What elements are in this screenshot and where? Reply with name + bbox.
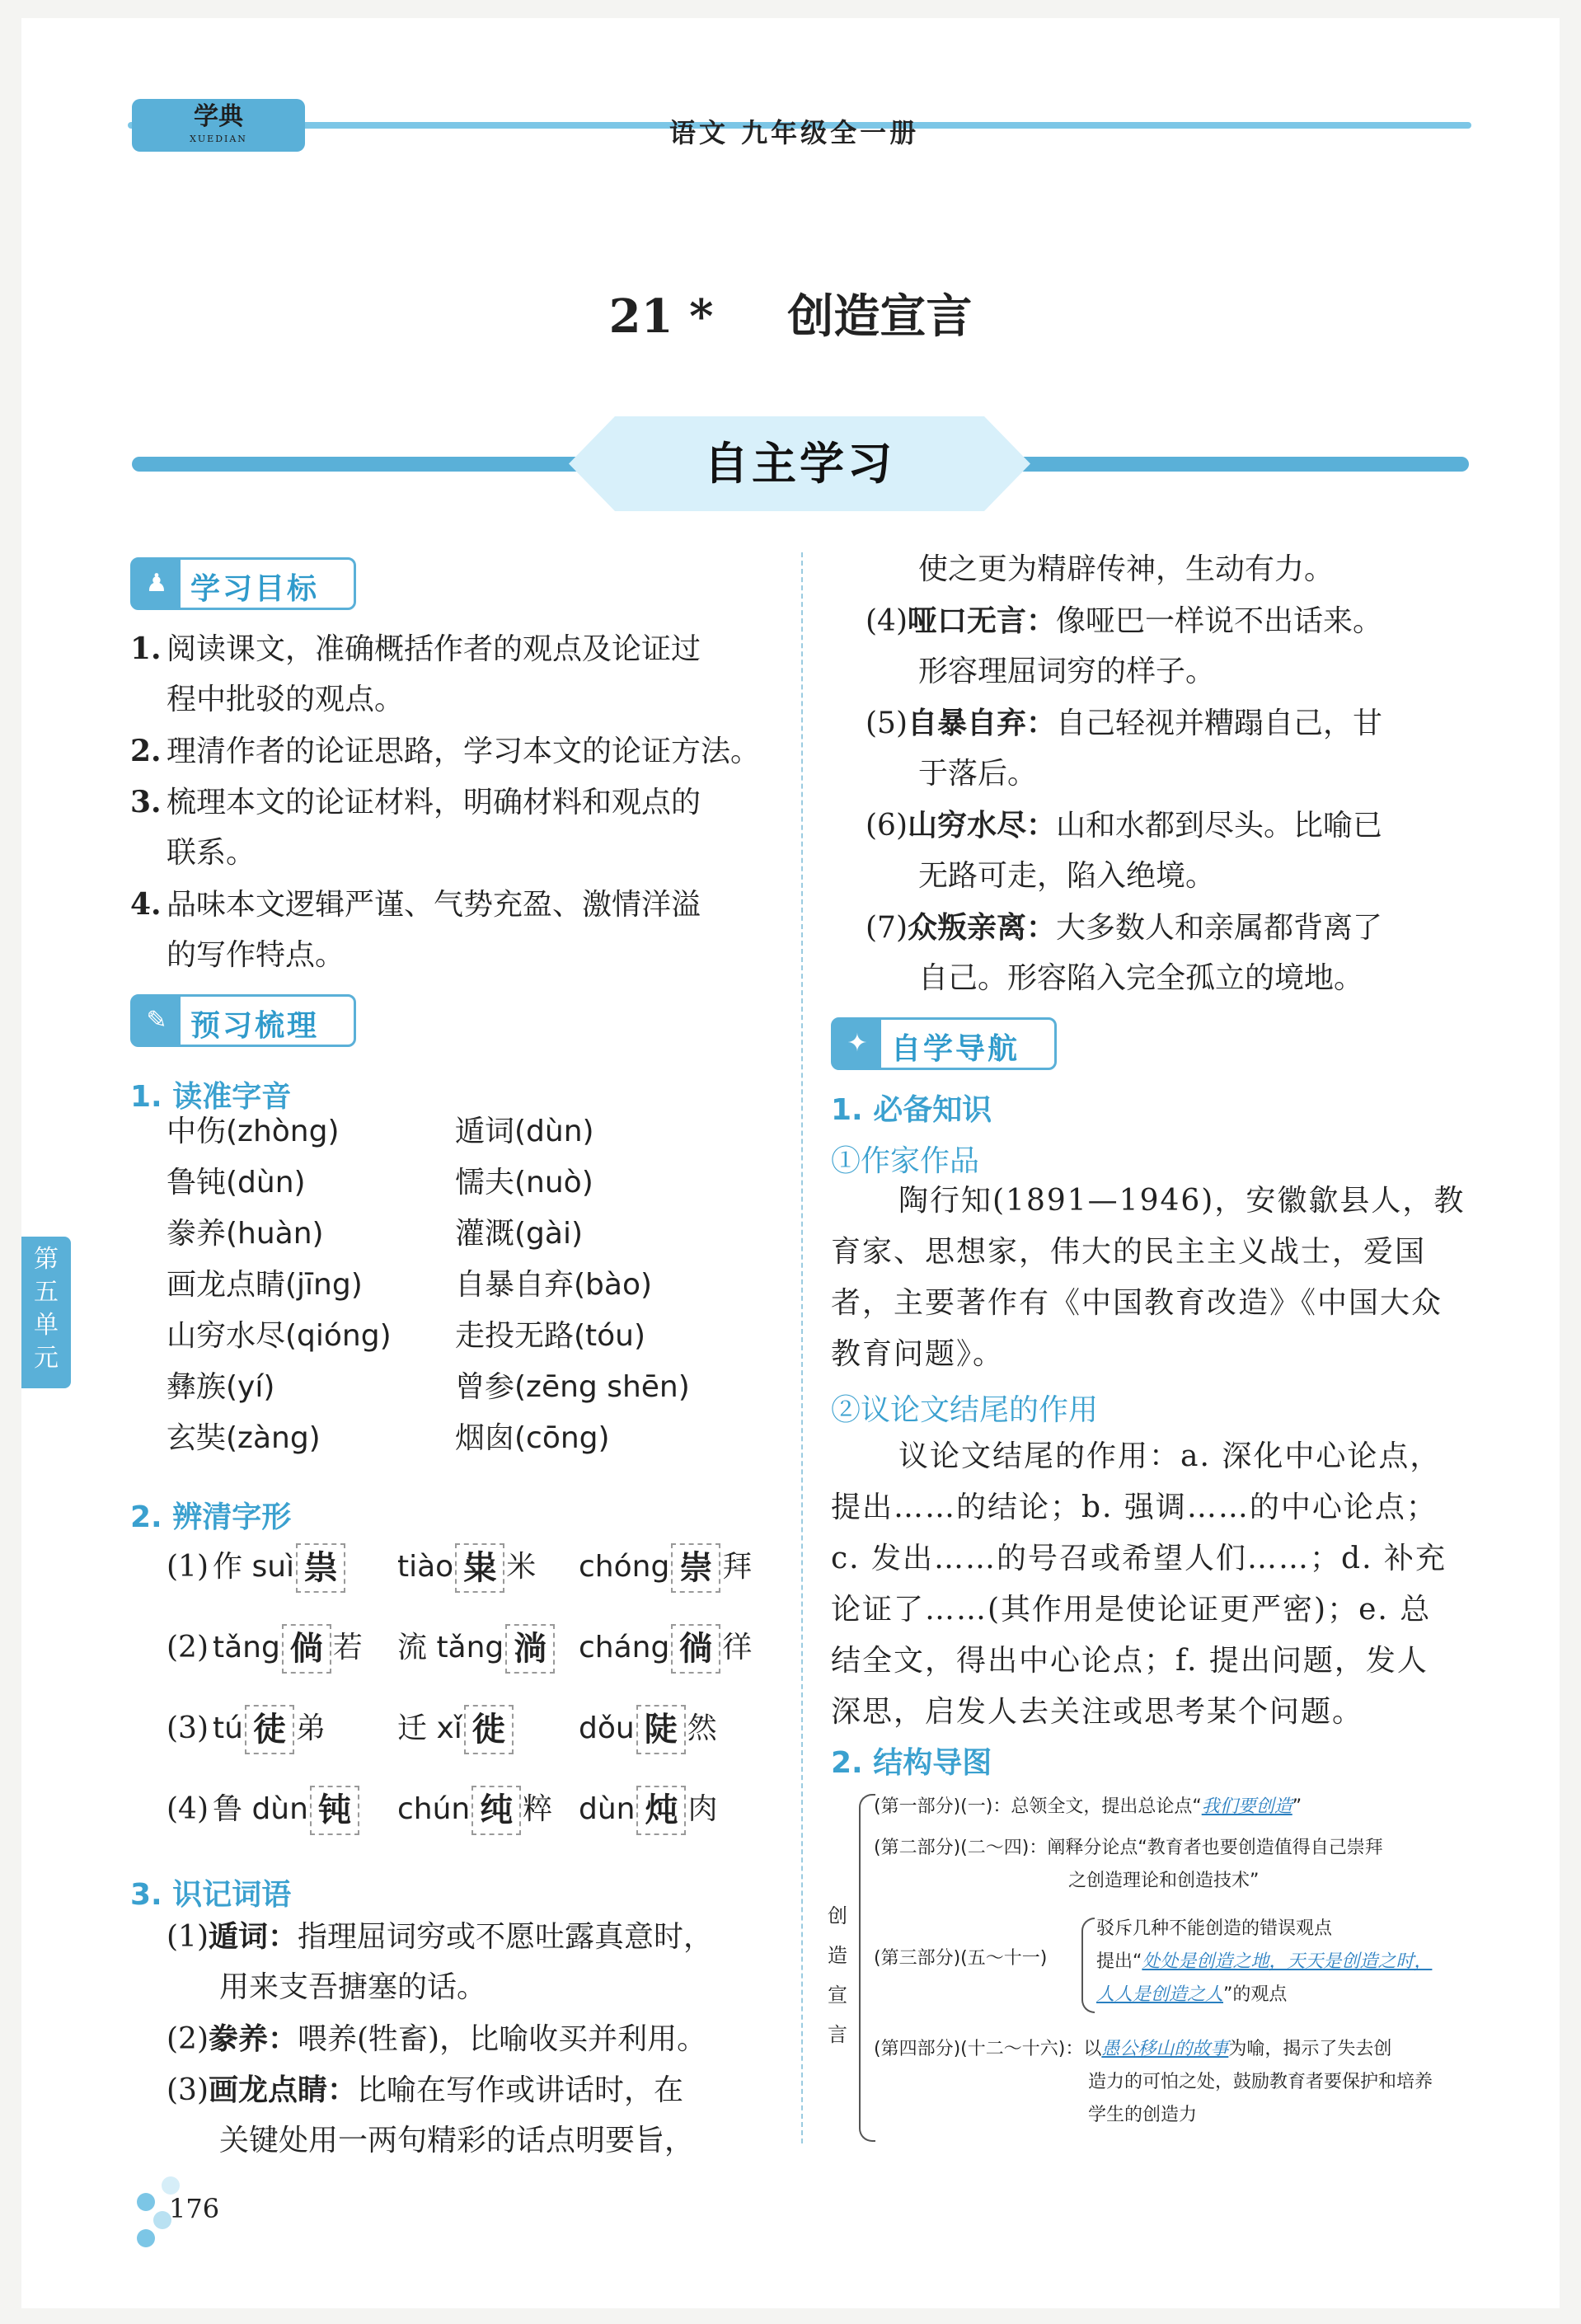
vocabulary-heading: 3. 识记词语 bbox=[130, 1878, 292, 1912]
pronunciation-item: 走投无路(tóu) bbox=[455, 1319, 646, 1353]
column-divider bbox=[801, 552, 803, 2143]
side-tab-char: 元 bbox=[34, 1344, 59, 1373]
part-3-brace bbox=[1081, 1918, 1095, 2013]
goal-text: 程中批驳的观点。 bbox=[167, 683, 405, 716]
shape-prefix: tú bbox=[213, 1711, 243, 1745]
pronunciation-item: 中伤(zhòng) bbox=[167, 1115, 340, 1148]
side-tab-char: 第 bbox=[34, 1245, 59, 1274]
vocabulary-line bbox=[918, 851, 1215, 902]
pronunciation-item: 玄奘(zàng) bbox=[167, 1421, 321, 1455]
goal-text: 理清作者的论证思路，学习本文的论证方法。 bbox=[167, 735, 761, 768]
shape-character: 淌 bbox=[505, 1624, 555, 1674]
part-3-line: 驳斥几种不能创造的错误观点 bbox=[1096, 1918, 1333, 1939]
shape-prefix: 迁 xǐ bbox=[397, 1711, 462, 1745]
part-4-text: 为喻，揭示了失去创 bbox=[1228, 2039, 1392, 2059]
paragraph-line: 提出……的结论；b. 强调……的中心论点； bbox=[831, 1491, 1438, 1524]
part-3-answer: 人人是创造之人 bbox=[1096, 1984, 1224, 2005]
structure-root bbox=[828, 1896, 852, 2054]
shape-character: 徜 bbox=[671, 1624, 720, 1674]
vocabulary-line bbox=[866, 595, 1382, 647]
vocabulary-line bbox=[167, 2013, 706, 2065]
shape-item bbox=[213, 1622, 363, 1674]
part-3 bbox=[1096, 1913, 1432, 2012]
logo-subtext: XUEDIAN bbox=[190, 134, 247, 144]
vocabulary-line bbox=[918, 544, 1334, 595]
vocabulary-term: 哑口无言： bbox=[908, 603, 1057, 638]
part-1-text-end: ” bbox=[1292, 1796, 1302, 1817]
part-1-text: (第一部分)(一)：总领全文，提出总论点“ bbox=[874, 1796, 1202, 1817]
part-2-line: 之创造理论和创造技术” bbox=[1068, 1871, 1260, 1891]
shape-label: (4) bbox=[167, 1792, 209, 1826]
pronunciation-item: 曾参(zēng shēn) bbox=[455, 1370, 690, 1404]
root-char: 言 bbox=[828, 2023, 847, 2046]
vocabulary-definition: 自己轻视并糟蹋自己，甘 bbox=[1056, 707, 1383, 740]
paragraph-line: 结全文，得出中心论点；f. 提出问题，发人 bbox=[831, 1644, 1429, 1678]
pronunciation-item: 彝族(yí) bbox=[167, 1370, 275, 1404]
shape-suffix: 若 bbox=[332, 1631, 363, 1664]
shape-suffix: 米 bbox=[506, 1550, 537, 1584]
goal-line bbox=[167, 828, 256, 879]
goals-tag bbox=[130, 557, 356, 610]
shape-prefix: dǒu bbox=[579, 1711, 635, 1745]
paragraph-line: 者，主要著作有《中国教育改造》《中国大众 bbox=[831, 1286, 1443, 1320]
goal-text: 品味本文逻辑严谨、气势充盈、激情洋溢 bbox=[167, 888, 701, 922]
vocabulary-line bbox=[918, 953, 1363, 1004]
shape-item bbox=[397, 1542, 536, 1593]
vocabulary-line bbox=[167, 2064, 683, 2116]
goal-number: 3. bbox=[130, 785, 162, 819]
part-1 bbox=[874, 1791, 1302, 1824]
shape-label: (2) bbox=[167, 1631, 209, 1664]
vocabulary-number: (5) bbox=[866, 707, 908, 740]
goal-text: 的写作特点。 bbox=[167, 938, 345, 972]
vocabulary-definition: 于落后。 bbox=[918, 757, 1038, 791]
vocabulary-line bbox=[866, 697, 1382, 749]
part-3-line bbox=[1096, 1946, 1432, 1979]
root-char: 造 bbox=[828, 1944, 847, 1967]
pronunciation-item: 豢养(huàn) bbox=[167, 1217, 324, 1251]
shape-character: 徙 bbox=[464, 1705, 514, 1754]
character-shape-heading: 2. 辨清字形 bbox=[130, 1500, 292, 1534]
part-4-answer: 愚公移山的故事 bbox=[1101, 2039, 1229, 2059]
shape-suffix: 弟 bbox=[295, 1711, 326, 1745]
goal-line bbox=[130, 777, 701, 829]
preview-tag-label: 预习梳理 bbox=[190, 1009, 320, 1043]
shape-suffix: 徉 bbox=[722, 1631, 753, 1664]
shape-item bbox=[579, 1542, 752, 1593]
vocabulary-definition: 指理屈词穷或不愿吐露真意时， bbox=[298, 1920, 714, 1954]
goal-text: 梳理本文的论证材料，明确材料和观点的 bbox=[167, 786, 701, 819]
root-char: 创 bbox=[828, 1904, 847, 1927]
lesson-title bbox=[0, 280, 1581, 346]
shape-character: 崇 bbox=[671, 1543, 720, 1593]
vocabulary-term: 画龙点睛： bbox=[209, 2073, 358, 2107]
vocabulary-line bbox=[167, 1911, 713, 1963]
shape-label: (3) bbox=[167, 1711, 209, 1745]
shape-character: 纯 bbox=[471, 1786, 521, 1835]
goal-line bbox=[130, 725, 760, 777]
shape-label: (1) bbox=[167, 1550, 209, 1584]
goal-line bbox=[167, 674, 404, 725]
goal-line bbox=[130, 623, 701, 675]
shape-item bbox=[213, 1703, 326, 1754]
vocabulary-term: 众叛亲离： bbox=[908, 910, 1057, 945]
knowledge-heading: 1. 必备知识 bbox=[831, 1093, 992, 1127]
vocabulary-number: (2) bbox=[167, 2022, 209, 2056]
vocabulary-number: (7) bbox=[866, 911, 908, 945]
vocabulary-definition: 使之更为精辟传神，生动有力。 bbox=[918, 552, 1335, 586]
pronunciation-item: 遁词(dùn) bbox=[455, 1115, 594, 1148]
vocabulary-definition: 大多数人和亲属都背离了 bbox=[1056, 911, 1383, 945]
shape-item bbox=[579, 1784, 718, 1835]
shape-suffix: 粹 bbox=[523, 1792, 553, 1826]
vocabulary-line bbox=[219, 2115, 694, 2167]
part-3-answer: 处处是创造之地，天天是创造之时， bbox=[1142, 1951, 1433, 1972]
lesson-number: 21 * bbox=[608, 289, 714, 344]
vocabulary-definition: 用来支吾搪塞的话。 bbox=[219, 1970, 487, 2004]
shape-item bbox=[397, 1703, 515, 1754]
unit-side-tab bbox=[21, 1237, 71, 1388]
pronunciation-item: 鲁钝(dùn) bbox=[167, 1166, 306, 1200]
shape-prefix: chún bbox=[397, 1792, 471, 1826]
vocabulary-number: (1) bbox=[167, 1920, 209, 1954]
self-study-tag bbox=[831, 1017, 1057, 1070]
part-4-text: (第四部分)(十二～十六)：以 bbox=[874, 2039, 1102, 2059]
vocabulary-definition: 自己。形容陷入完全孤立的境地。 bbox=[918, 961, 1364, 995]
pronunciation-heading: 1. 读准字音 bbox=[130, 1080, 292, 1114]
part-3-text: ”的观点 bbox=[1223, 1984, 1288, 2005]
part-3-label: (第三部分)(五～十一) bbox=[874, 1948, 1048, 1969]
vocabulary-definition: 喂养(牲畜)，比喻收买并利用。 bbox=[298, 2022, 707, 2056]
author-heading: ①作家作品 bbox=[831, 1144, 980, 1178]
vocabulary-term: 遁词： bbox=[209, 1919, 298, 1954]
shape-item bbox=[397, 1622, 556, 1674]
shape-character: 徒 bbox=[245, 1705, 294, 1754]
lesson-name: 创造宣言 bbox=[787, 289, 973, 344]
shape-prefix: 作 suì bbox=[213, 1550, 295, 1584]
pronunciation-item: 山穷水尽(qióng) bbox=[167, 1319, 392, 1353]
shape-suffix: 拜 bbox=[722, 1550, 753, 1584]
shape-character: 钝 bbox=[310, 1786, 359, 1835]
part-4-line bbox=[874, 2033, 1433, 2066]
publisher-logo bbox=[132, 99, 305, 152]
vocabulary-term: 山穷水尽： bbox=[908, 808, 1057, 843]
shape-prefix: cháng bbox=[579, 1631, 670, 1664]
vocabulary-definition: 无路可走，陷入绝境。 bbox=[918, 859, 1216, 893]
goal-number: 1. bbox=[130, 631, 162, 666]
side-tab-char: 单 bbox=[34, 1311, 59, 1340]
part-1-answer: 我们要创造 bbox=[1201, 1796, 1292, 1817]
telescope-icon: ✦ bbox=[833, 1020, 881, 1068]
shape-suffix: 然 bbox=[687, 1711, 717, 1745]
part-2 bbox=[874, 1832, 1383, 1898]
structure-heading: 2. 结构导图 bbox=[831, 1746, 992, 1780]
book-title: 语文 九年级全一册 bbox=[669, 117, 920, 148]
shape-item bbox=[579, 1703, 717, 1754]
shape-prefix: chóng bbox=[579, 1550, 670, 1584]
part-4-line: 造力的可怕之处，鼓励教育者要保护和培养 bbox=[1088, 2072, 1433, 2092]
section-banner: 自主学习 bbox=[704, 438, 895, 490]
vocabulary-line bbox=[219, 1962, 486, 2013]
shape-character: 粜 bbox=[455, 1543, 504, 1593]
vocabulary-line bbox=[918, 749, 1037, 800]
vocabulary-term: 豢养： bbox=[209, 2021, 298, 2056]
paragraph-line: 深思，启发人去关注或思考某个问题。 bbox=[831, 1695, 1364, 1729]
paragraph-line: 论证了……(其作用是使论证更严密)；e. 总 bbox=[831, 1593, 1432, 1627]
ending-heading: ②议论文结尾的作用 bbox=[831, 1393, 1099, 1427]
vocabulary-number: (3) bbox=[167, 2073, 209, 2107]
shape-prefix: 鲁 dùn bbox=[213, 1792, 308, 1826]
goal-line bbox=[130, 879, 701, 931]
vocabulary-line bbox=[866, 800, 1382, 852]
goal-line bbox=[167, 930, 345, 981]
vocabulary-definition: 形容理屈词穷的样子。 bbox=[918, 655, 1216, 688]
pronunciation-item: 烟囱(cōng) bbox=[455, 1421, 610, 1455]
page-number: 176 bbox=[169, 2193, 220, 2224]
shape-character: 炖 bbox=[636, 1786, 686, 1835]
goal-number: 2. bbox=[130, 734, 162, 768]
logo-text: 学典 bbox=[194, 102, 243, 131]
root-char: 宣 bbox=[828, 1984, 847, 2007]
vocabulary-line bbox=[918, 646, 1215, 697]
part-3-text: 提出“ bbox=[1096, 1951, 1142, 1972]
goal-text: 阅读课文，准确概括作者的观点及论证过 bbox=[167, 632, 701, 666]
paragraph-line: 教育问题》。 bbox=[831, 1337, 1005, 1371]
part-4 bbox=[874, 2033, 1433, 2132]
shape-character: 倘 bbox=[282, 1624, 331, 1674]
vocabulary-definition: 山和水都到尽头。比喻已 bbox=[1056, 809, 1383, 843]
shape-item bbox=[397, 1784, 552, 1835]
paragraph-line: 陶行知(1891—1946)，安徽歙县人，教 bbox=[898, 1184, 1466, 1218]
shape-item bbox=[213, 1542, 347, 1593]
shape-prefix: tiào bbox=[397, 1550, 454, 1584]
paragraph-line: 育家、思想家，伟大的民主主义战士，爱国 bbox=[831, 1235, 1427, 1269]
goals-tag-label: 学习目标 bbox=[190, 572, 320, 606]
pronunciation-item: 自暴自弃(bào) bbox=[455, 1268, 653, 1302]
goal-number: 4. bbox=[130, 887, 162, 922]
part-2-line: (第二部分)(二～四)：阐释分论点“教育者也要创造值得自己崇拜 bbox=[874, 1838, 1383, 1858]
paragraph-line: c. 发出……的号召或希望人们……；d. 补充 bbox=[831, 1542, 1447, 1575]
part-4-line: 学生的创造力 bbox=[1088, 2105, 1198, 2125]
shape-prefix: 流 tǎng bbox=[397, 1631, 504, 1664]
goal-text: 联系。 bbox=[167, 836, 256, 870]
shape-suffix: 肉 bbox=[687, 1792, 718, 1826]
paragraph-line: 议论文结尾的作用：a. 深化中心论点， bbox=[898, 1439, 1442, 1473]
vocabulary-definition: 比喻在写作或讲话时，在 bbox=[357, 2073, 684, 2107]
structure-brace bbox=[859, 1794, 875, 2142]
shape-prefix: tǎng bbox=[213, 1631, 280, 1664]
side-tab-char: 五 bbox=[34, 1278, 59, 1307]
shape-character: 祟 bbox=[296, 1543, 345, 1593]
vocabulary-number: (6) bbox=[866, 809, 908, 843]
pronunciation-item: 懦夫(nuò) bbox=[455, 1166, 593, 1200]
pronunciation-item: 画龙点睛(jīng) bbox=[167, 1268, 363, 1302]
shape-item bbox=[579, 1622, 752, 1674]
self-study-tag-label: 自学导航 bbox=[891, 1032, 1020, 1066]
vocabulary-term: 自暴自弃： bbox=[908, 706, 1057, 740]
part-3-line bbox=[1096, 1979, 1432, 2012]
vocabulary-number: (4) bbox=[866, 604, 908, 638]
shape-item bbox=[213, 1784, 361, 1835]
reading-person-icon: ♟ bbox=[133, 560, 181, 608]
vocabulary-definition: 关键处用一两句精彩的话点明要旨， bbox=[219, 2124, 695, 2157]
shape-character: 陡 bbox=[636, 1705, 686, 1754]
pronunciation-item: 灌溉(gài) bbox=[455, 1217, 584, 1251]
vocabulary-definition: 像哑巴一样说不出话来。 bbox=[1056, 604, 1383, 638]
vocabulary-line bbox=[866, 902, 1382, 954]
preview-tag bbox=[130, 994, 356, 1047]
pencil-icon: ✎ bbox=[133, 997, 181, 1045]
shape-prefix: dùn bbox=[579, 1792, 636, 1826]
